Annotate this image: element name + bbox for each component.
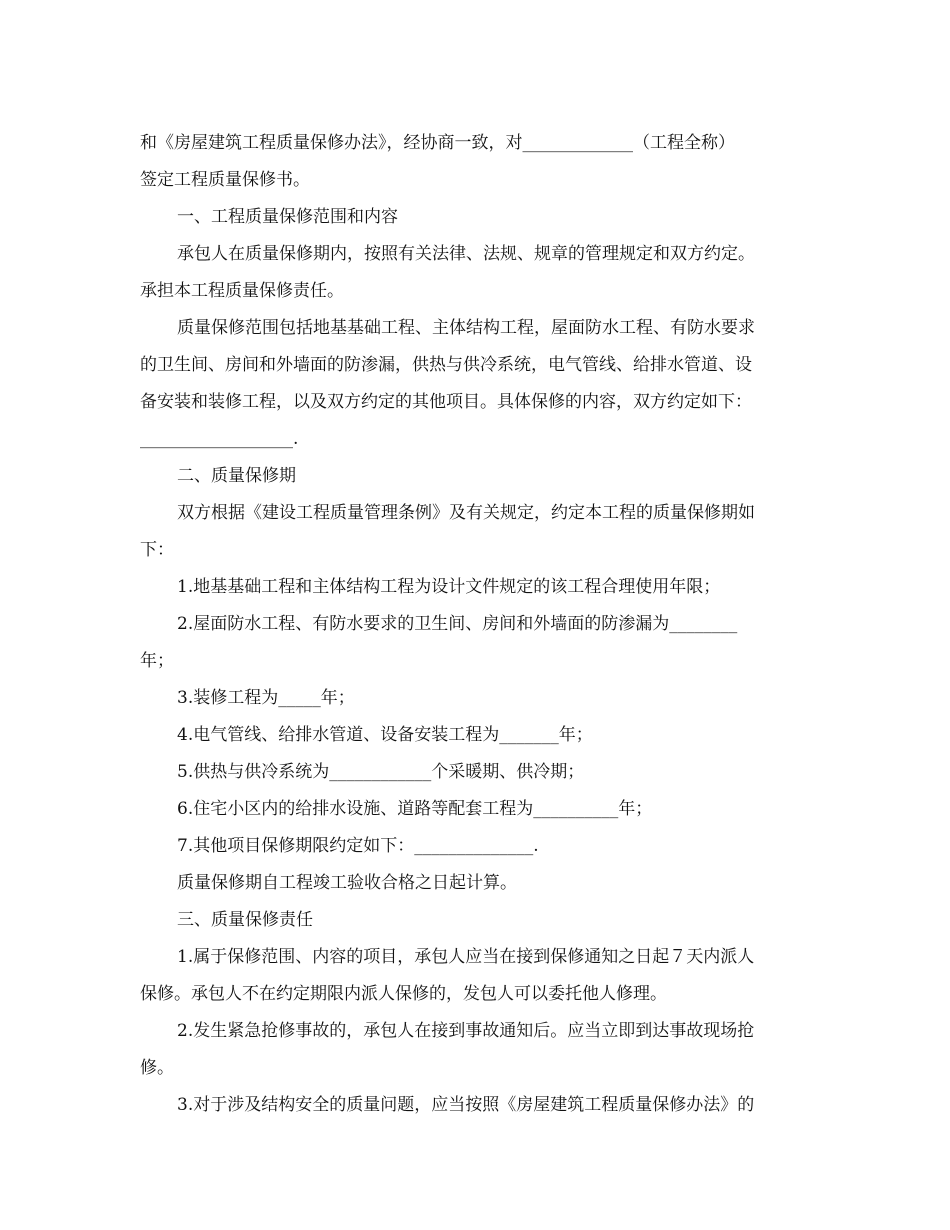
list-item: 1.属于保修范围、内容的项目，承包人应当在接到保修通知之日起７天内派人 bbox=[177, 947, 755, 967]
paragraph-line: 承包人在质量保修期内，按照有关法律、法规、规章的管理规定和双方约定。 bbox=[177, 244, 755, 264]
section-heading: 一、工程质量保修范围和内容 bbox=[177, 207, 398, 227]
list-item: 2.屋面防水工程、有防水要求的卫生间、房间和外墙面的防渗漏为________ bbox=[177, 614, 738, 634]
paragraph-line: 备安装和装修工程，以及双方约定的其他项目。具体保修的内容，双方约定如下： bbox=[140, 392, 752, 412]
paragraph-line: 双方根据《建设工程质量管理条例》及有关规定，约定本工程的质量保修期如 bbox=[177, 503, 755, 523]
list-item: 2.发生紧急抢修事故的，承包人在接到事故通知后。应当立即到达事故现场抢 bbox=[177, 1021, 755, 1041]
list-item: 1.地基基础工程和主体结构工程为设计文件规定的该工程合理使用年限； bbox=[177, 577, 721, 597]
blank-field-line: __________________. bbox=[140, 429, 299, 449]
list-item: 7.其他项目保修期限约定如下：______________. bbox=[177, 836, 539, 856]
paragraph-line: 下： bbox=[140, 540, 174, 560]
list-item: 3.对于涉及结构安全的质量问题，应当按照《房屋建筑工程质量保修办法》的 bbox=[177, 1095, 755, 1115]
paragraph-line: 年； bbox=[140, 651, 174, 671]
section-heading: 三、质量保修责任 bbox=[177, 910, 313, 930]
section-heading: 二、质量保修期 bbox=[177, 466, 296, 486]
paragraph-line: 签定工程质量保修书。 bbox=[140, 170, 310, 190]
list-item: 3.装修工程为_____年； bbox=[177, 688, 355, 708]
list-item: 6.住宅小区内的给排水设施、道路等配套工程为__________年； bbox=[177, 799, 653, 819]
list-item: 4.电气管线、给排水管道、设备安装工程为_______年； bbox=[177, 725, 593, 745]
paragraph-line: 修。 bbox=[140, 1058, 174, 1078]
paragraph-line: 质量保修期自工程竣工验收合格之日起计算。 bbox=[177, 873, 517, 893]
list-item: 5.供热与供冷系统为____________个采暖期、供冷期； bbox=[177, 762, 585, 782]
paragraph-line: 承担本工程质量保修责任。 bbox=[140, 281, 344, 301]
paragraph-line: 和《房屋建筑工程质量保修办法》，经协商一致，对_____________（工程全称） bbox=[140, 133, 735, 153]
paragraph-line: 质量保修范围包括地基基础工程、主体结构工程，屋面防水工程、有防水要求 bbox=[177, 318, 755, 338]
paragraph-line: 保修。承包人不在约定期限内派人保修的，发包人可以委托他人修理。 bbox=[140, 984, 667, 1004]
paragraph-line: 的卫生间、房间和外墙面的防渗漏，供热与供冷系统，电气管线、给排水管道、设 bbox=[140, 355, 752, 375]
